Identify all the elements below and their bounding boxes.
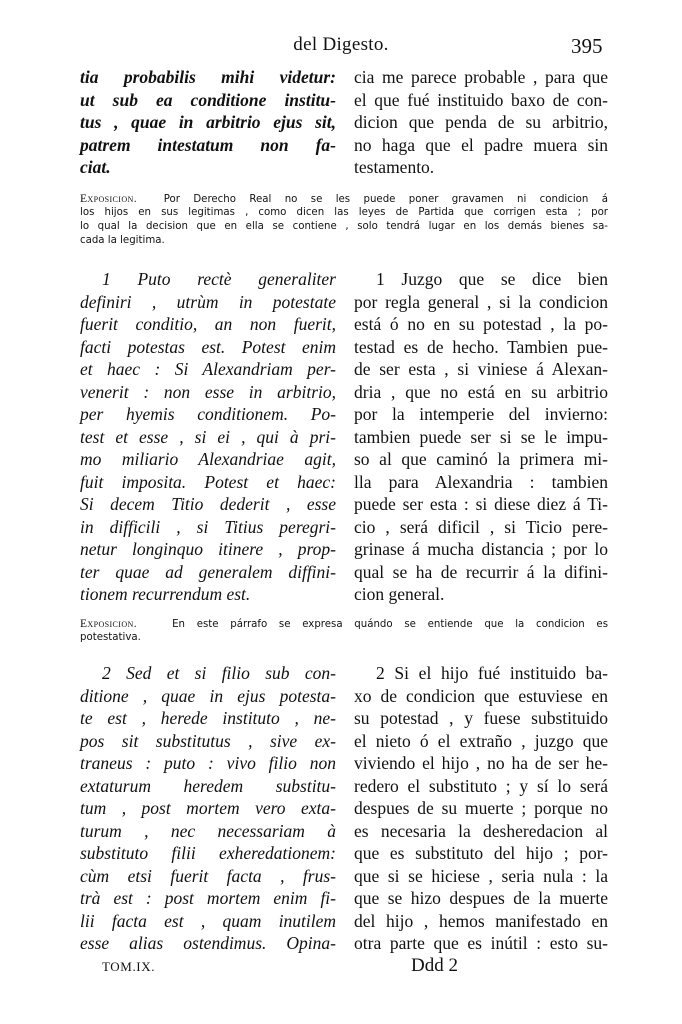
latin-line: tia probabilis mihi videtur: <box>80 67 336 87</box>
spanish-line: puede ser esta : si diese diez á Ti- <box>354 494 608 514</box>
page-number: 395 <box>571 34 603 58</box>
spanish-line: dria , que no está en su arbitrio <box>354 381 608 402</box>
latin-line: mo miliario Alexandriae agit, <box>80 449 336 469</box>
latin-line: 1 Puto rectè generaliter <box>102 269 336 289</box>
spanish-line: 2 Si el hijo fué instituido ba- <box>376 663 608 683</box>
latin-line: netur longinquo itinere , prop- <box>80 539 336 559</box>
section-1 <box>0 268 682 608</box>
exposicion-note <box>80 617 608 645</box>
latin-line: et haec : Si Alexandriam per- <box>80 359 336 379</box>
spanish-line: es necesaria la desheredacion al <box>354 820 608 841</box>
spanish-line: el nieto ó el extraño , juzgo que <box>354 730 608 751</box>
spanish-line: 1 Juzgo que se dice bien <box>376 269 608 289</box>
latin-line: fuerit conditio, an non fuerit, <box>80 314 336 334</box>
exposicion-text: En este párrafo se expresa quándo se entiende que la condicion es <box>172 619 608 630</box>
latin-line: ciat. <box>80 157 111 177</box>
exposicion-line: los hijos en sus legitimas , como dicen las leyes de Partida que corrigen esta ; por <box>80 207 608 218</box>
spanish-line: so al que caminó la primera mi- <box>354 449 608 469</box>
exposicion-note <box>80 192 608 248</box>
running-title: del Digesto. <box>293 34 389 55</box>
latin-line: in difficili , si Titius peregri- <box>80 516 336 537</box>
latin-line: facti potestas est. Potest enim <box>80 336 336 357</box>
latin-line: turum , nec necessariam à <box>80 820 336 841</box>
spanish-line: de ser esta , si viniese á Alexan- <box>354 359 608 379</box>
latin-line: test et esse , si ei , qui à pri- <box>80 426 336 447</box>
spanish-line: xo de condicion que estuviese en <box>354 685 608 706</box>
spanish-line: redero el substituto ; y sí lo será <box>354 775 608 796</box>
latin-line: esse alias ostendimus. Opina- <box>80 933 336 953</box>
spanish-column <box>354 66 608 179</box>
spanish-line: del hijo , hemos manifestado en <box>354 910 608 931</box>
latin-line: trà est : post mortem enim fi- <box>80 888 336 908</box>
latin-line: ut sub ea conditione institu- <box>80 89 336 110</box>
spanish-line: no haga que el padre muera sin <box>354 134 608 155</box>
exposicion-label: Exposicion. <box>80 618 137 630</box>
exposicion-line: potestativa. <box>80 632 141 643</box>
exposicion-text: Por Derecho Real no se les puede poner gravamen ni condicion á <box>163 194 608 205</box>
signature-mark: Ddd 2 <box>411 955 458 976</box>
latin-line: traneus : puto : vivo filio non <box>80 753 336 773</box>
latin-line: extaturum heredem substitu- <box>80 775 336 796</box>
top-continuation-block <box>0 66 682 181</box>
spanish-line: otra parte que es inútil : esto su- <box>354 933 608 953</box>
exposicion-line <box>80 617 608 631</box>
spanish-line: por regla general , si la condicion <box>354 291 608 312</box>
latin-line: tus , quae in arbitrio ejus sit, <box>80 112 336 132</box>
latin-column <box>80 66 336 179</box>
latin-line: te est , herede instituto , ne- <box>80 708 336 728</box>
spanish-line: testad es de hecho. Tambien pue- <box>354 336 608 357</box>
spanish-line: dicion que penda de su arbitrio, <box>354 112 608 132</box>
latin-line: ter quae ad generalem diffini- <box>80 561 336 582</box>
spanish-line: grinase á mucha distancia ; por lo <box>354 539 608 559</box>
spanish-line: por la intemperie del invierno: <box>354 404 608 424</box>
spanish-line: cia me parece probable , para que <box>354 67 608 87</box>
page-footer <box>0 955 682 979</box>
exposicion-line: lo qual la decision que en ella se contiene , solo tendrá lugar en los demás bienes sa- <box>80 221 608 232</box>
spanish-line: que si se hiciese , seria nula : la <box>354 865 608 886</box>
latin-column <box>80 662 336 955</box>
volume-mark: TOM.IX. <box>102 959 156 974</box>
latin-line: fuit imposita. Potest et haec: <box>80 471 336 492</box>
spanish-line: que se hizo despues de la muerte <box>354 888 608 908</box>
spanish-line: está ó no en su potestad , la po- <box>354 314 608 334</box>
section-2 <box>0 662 682 957</box>
exposicion-line: cada la legitima. <box>80 235 165 246</box>
latin-column <box>80 268 336 606</box>
latin-line: ditione , quae in ejus potesta- <box>80 685 336 706</box>
latin-line: cùm etsi fuerit facta , frus- <box>80 865 336 886</box>
spanish-line: viviendo el hijo , no ha de ser he- <box>354 753 608 773</box>
latin-line: tum , post mortem vero exta- <box>80 798 336 818</box>
spanish-line: cion general. <box>354 584 445 604</box>
latin-line: lii facta est , quam inutilem <box>80 910 336 931</box>
latin-line: substituto filii exheredationem: <box>80 843 336 863</box>
latin-line: Si decem Titio dederit , esse <box>80 494 336 514</box>
exposicion-line <box>80 192 608 206</box>
spanish-line: qual se ha de recurrir á la difini- <box>354 561 608 582</box>
spanish-column <box>354 662 608 955</box>
spanish-line: testamento. <box>354 157 435 177</box>
spanish-line: que es substituto del hijo ; por- <box>354 843 608 863</box>
spanish-line: lla para Alexandria : tambien <box>354 471 608 492</box>
spanish-line: tambien puede ser si se le impu- <box>354 426 608 447</box>
exposicion-label: Exposicion. <box>80 193 137 205</box>
spanish-column <box>354 268 608 606</box>
running-head <box>0 34 682 60</box>
latin-line: patrem intestatum non fa- <box>80 134 336 155</box>
latin-line: pos sit substitutus , sive ex- <box>80 730 336 751</box>
spanish-line: su potestad , y fuese substituido <box>354 708 608 728</box>
latin-line: definiri , utrùm in potestate <box>80 291 336 312</box>
latin-line: per hyemis conditionem. Po- <box>80 404 336 424</box>
spanish-line: cio , será dificil , si Ticio pere- <box>354 516 608 537</box>
latin-line: 2 Sed et si filio sub con- <box>102 663 336 683</box>
spanish-line: el que fué instituido baxo de con- <box>354 89 608 110</box>
latin-line: venerit : non esse in arbitrio, <box>80 381 336 402</box>
latin-line: tionem recurrendum est. <box>80 584 251 604</box>
spanish-line: despues de su muerte ; porque no <box>354 798 608 818</box>
